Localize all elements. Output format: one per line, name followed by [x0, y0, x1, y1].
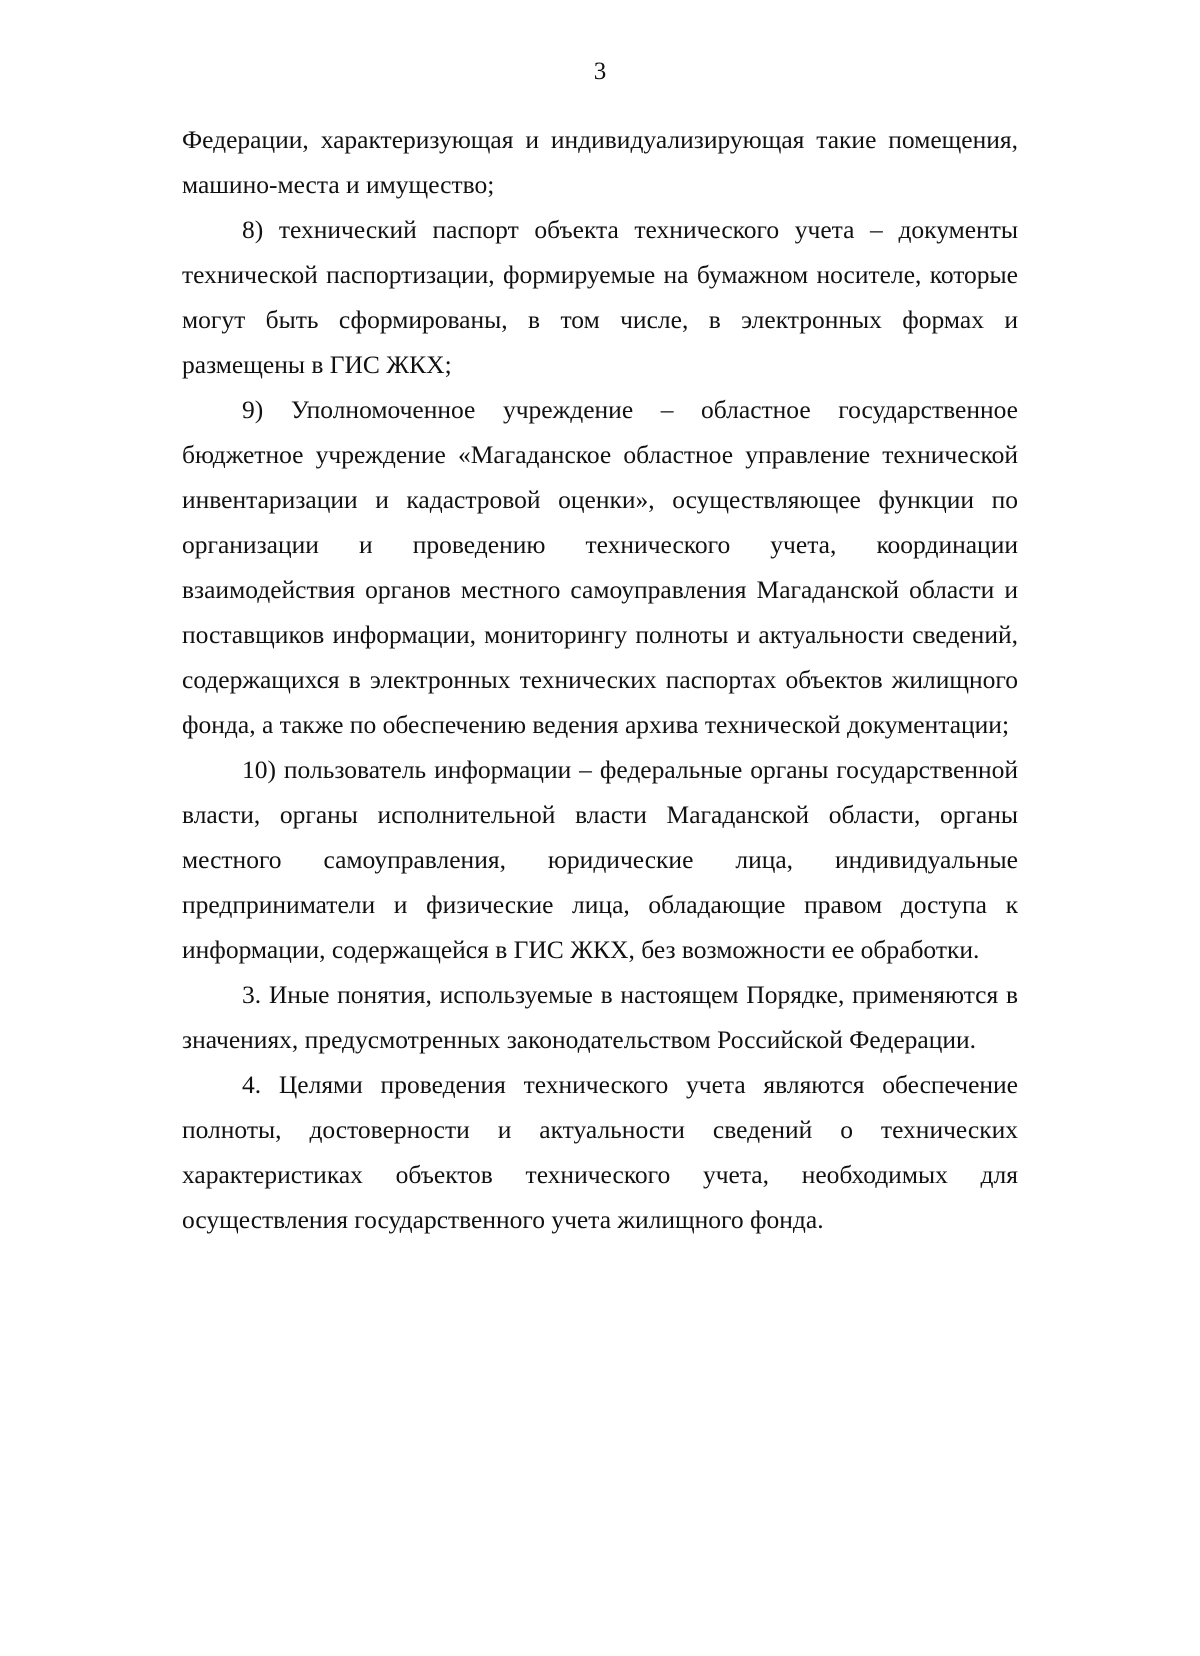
paragraph-clause-4: 4. Целями проведения технического учета являются обеспечение полноты, достоверности и актуальности сведений о технических характеристиках объектов технического учета, необходимых для осуществления государственного учета жилищного фонда. [182, 1070, 1018, 1234]
paragraph-clause-3: 3. Иные понятия, используемые в настоящем Порядке, применяются в значениях, предусмотренных законодательством Российской Федерации. [182, 980, 1018, 1054]
document-body [182, 117, 1018, 1242]
paragraph-continuation: Федерации, характеризующая и индивидуализирующая такие помещения, машино-места и имущество; [182, 125, 1018, 199]
paragraph-item-10: 10) пользователь информации – федеральные органы государственной власти, органы исполнительной власти Магаданской области, органы местного самоуправления, юридические лица, индивидуальные предприниматели и физические лица, обладающие правом доступа к информации, содержащейся в ГИС ЖКХ, без возможности ее обработки. [182, 755, 1018, 964]
paragraph-item-9: 9) Уполномоченное учреждение – областное государственное бюджетное учреждение «Магаданское областное управление технической инвентаризации и кадастровой оценки», осуществляющее функции по организации и проведению технического учета, координации взаимодействия органов местного самоуправления Магаданской области и поставщиков информации, мониторингу полноты и актуальности сведений, содержащихся в электронных технических паспортах объектов жилищного фонда, а также по обеспечению ведения архива технической документации; [182, 395, 1018, 739]
page-number: 3 [593, 58, 607, 85]
paragraph-item-8: 8) технический паспорт объекта технического учета – документы технической паспортизации, формируемые на бумажном носителе, которые могут быть сформированы, в том числе, в электронных формах и размещены в ГИС ЖКХ; [182, 215, 1018, 379]
